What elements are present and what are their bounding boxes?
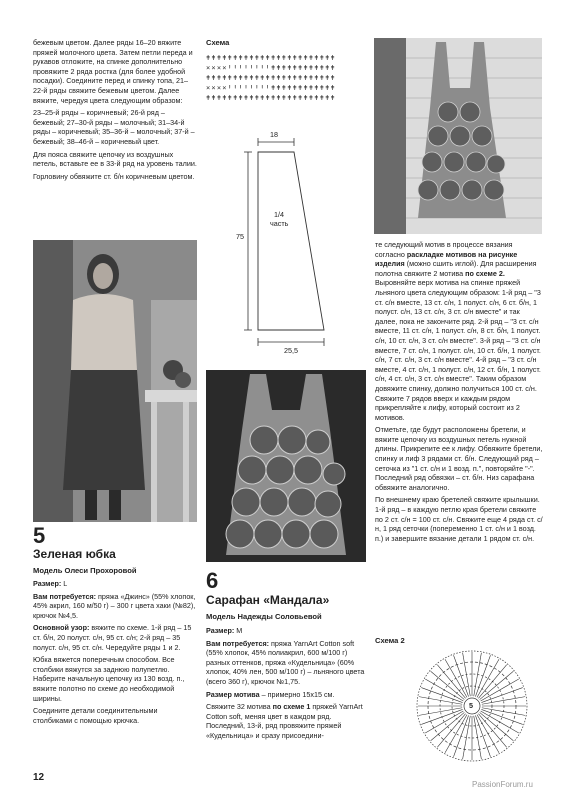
main-pattern-text: вяжите по схеме. 1-й ряд – 15 ст. б/н, 20 полуст. с/н, 95 ст. с/н; 2-й ряд – 35 полуст. с/н, 95 ст. с/н. Чередуйте ряды 1 и 2. [33,623,192,652]
size-value: L [63,579,68,588]
schema2-center-number: 5 [469,701,473,710]
straps-paragraph: Отметьте, где будут расположены бретели, и вяжите цепочку из воздушных петель нужной длины. Прикрепите ее к лифу. Обвяжите бретели, спинку и лиф 3 рядами ст. б/н. Следующий ряд – сеточка из "1 ст. с/н и 1 возд. п.", повторяйте "-". Последний ряд обвязки – ст. б/н. Низ сарафана обвяжите аналогично. [375,425,543,492]
photo-dress-flat [206,370,366,562]
need-label: Вам потребуется: [206,638,270,648]
dress-details [206,626,368,744]
p1-start: те следующий мотив в процессе вязания согласно [375,240,513,259]
main-pattern-label: Основной узор: [33,623,90,633]
motif-spoke [478,665,506,699]
motif-spoke [463,653,471,696]
motif-spoke [475,655,490,696]
wings-paragraph: По внешнему краю бретелей свяжите крылышки. 1-й ряд – в каждую петлю края бретели свяжите по 2 ст. с/н = 100 ст. с/н. Свяжите еще 4 ряда ст. с/н, 1 ряд сеточки (попеременно 1 ст. с/н и 1 возд. п.) и завершите вязание детали 1 рядом ст. с/н. [375,495,543,543]
schema2-diagram [412,646,532,766]
motif-spoke [454,715,469,756]
motif-spoke [481,688,522,703]
motif-spoke [481,679,519,701]
model-title-dress: Сарафан «Мандала» [206,593,330,607]
schema2-label: Схема 2 [375,636,405,645]
designer-skirt: Модель Олеси Прохоровой [33,566,137,575]
dress-flat-illustration [206,370,366,562]
model-number-5: 5 [33,523,46,548]
motif-spoke [474,653,482,696]
size-label: Размер: [206,626,235,635]
motif-spoke [475,715,490,756]
motif-spoke [482,697,525,705]
motif-text-start: Свяжите 32 мотива [206,702,271,712]
intro-text [33,38,197,184]
motif-spoke [419,697,462,705]
part-label: часть [270,219,289,228]
pattern-diagram [236,130,346,360]
motif-spoke [481,709,522,724]
intro-paragraph: бежевым цветом. Далее ряды 16–20 вяжите пряжей молочного цвета. Затем петли переда и рукавов отложите, на спинке дополнительно провяжите 2 ряда ростка (для более удобной посадки). Соедините перед и спинку топа, 21–22-й ряды свяжите бежевым цветом. Далее вяжите, чередуя цвета следующим образом: [33,38,193,105]
motif-spoke [480,671,514,699]
motif-size-label: Размер мотива [206,689,260,699]
photo-dress-worn [374,38,542,234]
size-label: Размер: [33,579,62,588]
dim-left: 75 [236,232,244,241]
motif-spoke [419,708,462,716]
motif-spoke [437,714,465,748]
p1-rest: Выровняйте верх мотива на спинке пряжей льняного цвета следующим образом: 1-й ряд – "3 ст. с/н вместе, 13 ст. с/н, 1 полуст. с/н, 6 ст. б/н, 1 полуст. с/н, 13 ст. с/н, 3 ст. с/н вместе" и так далее, пока не закончите ряд. 2-й ряд – "3 ст. с/н вместе, 11 ст. с/н, 1 полуст. с/н, 8 ст. б/н, 1 полуст. с/н, 10 ст. с/н, 3 ст. с/н вместе". 3-й ряд – "3 ст. с/н вместе, 7 ст. с/н, 1 полуст. с/н, 10 ст. б/н, 1 полуст. с/н, 7 ст. с/н, 3 ст. с/н вместе". 4-й ряд – "3 ст. с/н вместе, 4 ст. с/н, 1 полуст. с/н, 12 ст. б/н, 1 полуст. с/н, 4 ст. с/н, 3 ст. с/н вместе". Таким образом довяжите спинку, должно получиться 100 ст. с/н. Свяжите 7 рядов вверх и каждым рядом прикрепляйте к лифу, который состоит из 2 мотивов. [375,278,541,422]
motif-spoke [421,709,462,724]
model-title-skirt: Зеленая юбка [33,547,116,561]
motif-spoke [431,712,465,740]
body-paragraph: Юбка вяжется поперечным способом. Все столбики вяжутся за заднюю полупетлю. Наберите начальную цепочку из 130 возд. п., вяжите полотно по схеме до необходимой ширины. [33,655,185,703]
model-number-6: 6 [206,568,219,593]
motif-spoke [454,655,469,696]
scheme2-ref: по схеме 2. [465,268,505,278]
chart-row: ǂǂǂǂǂǂǂǂǂǂǂǂǂǂǂǂǂǂǂǂǂǂǂǂ [206,94,336,102]
size-value: M [236,626,243,635]
intro-paragraph: Горловину обвяжите ст. б/н коричневым цветом. [33,171,195,181]
chart-row: ǂǂǂǂǂǂǂǂǂǂǂǂǂǂǂǂǂǂǂǂǂǂǂǂ [206,74,336,82]
motif-size-text: – примерно 15х15 см. [261,689,335,699]
motif-spoke [480,712,514,740]
watermark: PassionForum.ru [472,780,533,789]
need-text: пряжа YarnArt Cotton soft (55% хлопок, 45% полиакрил, 600 м/100 г) разных оттенков, пряжа «Кудельница» (60% хлопок, 40% лен, 500 м/100 г) – льняного цвета (всего 360 г), крючок №1,75. [206,638,365,686]
motif-spoke [421,688,462,703]
dim-bottom: 25,5 [284,346,298,355]
skirt-details [33,579,197,728]
motif-spoke [463,716,471,759]
motif-spoke [482,708,525,716]
motif-spoke [474,716,482,759]
motif-spoke [437,665,465,699]
schema-label: Схема [206,38,230,47]
layout-ref: раскладке мотивов на рисунке изделия [375,249,518,269]
chart-row: ǂǂǂǂǂǂǂǂǂǂǂǂǂǂǂǂǂǂǂǂǂǂǂǂ [206,54,336,62]
chart-row: ××××ꞋꞋꞋꞋꞋꞋꞋꞋǂǂǂǂǂǂǂǂǂǂǂǂ [206,84,336,92]
photo-skirt-model [33,240,197,522]
need-label: Вам потребуется: [33,591,97,601]
motif-spoke [425,679,463,701]
part-fraction: 1/4 [274,210,284,219]
need-text: пряжа «Джинс» (55% хлопок, 45% акрил, 160 м/50 г) – 300 г цвета хаки (№82), крючок №4,5. [33,591,196,620]
dress-instructions [375,240,543,546]
motif-text-rest: пряжей YarnArt Cotton soft, меняя цвет в каждом ряд. Последний, 13-й, ряд провяжите пряжей «Кудельница» и сразу присоедини- [206,702,363,740]
photo-skirt-illustration [33,240,197,522]
pattern-outline [236,130,346,360]
designer-dress: Модель Надежды Соловьевой [206,612,322,621]
dim-top: 18 [270,130,278,139]
chart-row: ××××ꞋꞋꞋꞋꞋꞋꞋꞋǂǂǂǂǂǂǂǂǂǂǂǂ [206,64,336,72]
motif-spoke [431,671,465,699]
body-paragraph: Соедините детали соединительными столбиками с помощью крючка. [33,706,158,725]
p1-mid: (можно сшить иглой). Для расширения полотна свяжите 2 мотива [375,259,537,278]
dress-worn-illustration [374,38,542,234]
page-number: 12 [33,772,45,783]
crochet-chart [206,53,366,103]
intro-paragraph: Для пояса свяжите цепочку из воздушных петель, вставьте ее в 33-й ряд на уровень талии. [33,149,197,169]
motif-spoke [477,659,499,697]
intro-paragraph: 23–25-й ряды – коричневый; 26-й ряд – бежевый; 27–30-й ряды – молочный; 31–34-й ряды – коричневый; 35–36-й – молочный; 37-й – бежевый; 38–46-й – коричневый цвет. [33,108,195,146]
motif-scheme-ref: по схеме 1 [272,702,311,712]
motif-spoke [478,714,506,748]
